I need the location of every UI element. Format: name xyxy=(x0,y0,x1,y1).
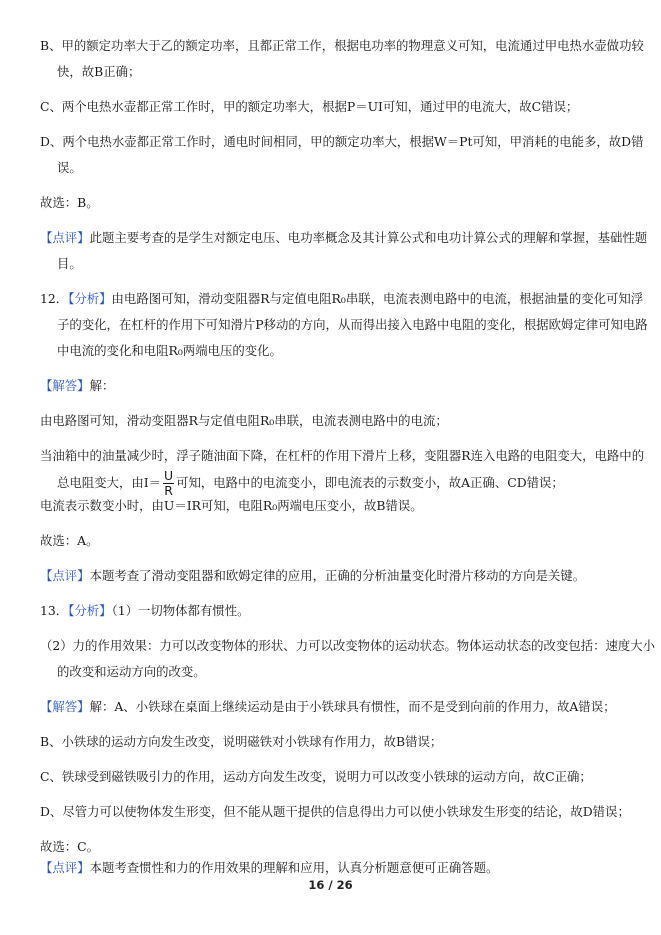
analysis-tag: 【分析】 xyxy=(68,291,112,306)
q13-analysis-line-1 xyxy=(40,601,625,621)
option-b-line-2: 快，故B正确； xyxy=(57,64,141,79)
q13-solution-line-2: B、小铁球的运动方向发生改变，说明磁铁对小铁球有作用力，故B错误； xyxy=(40,734,443,749)
q12-solution-line-1: 由电路图可知，滑动变阻器R与定值电阻R₀串联，电流表测电路中的电流； xyxy=(40,413,448,428)
fraction-denominator: R xyxy=(164,483,173,498)
solution-text: 解：A、小铁球在桌面上继续运动是由于小铁球具有惯性，而不是受到向前的作用力，故A错误； xyxy=(89,699,616,714)
answer-a: 故选：A。 xyxy=(40,533,99,548)
comment-1-line-1 xyxy=(40,228,648,248)
formula-prefix: 总电阻变大，由I＝ xyxy=(57,475,162,490)
q13-solution-line-3: C、铁球受到磁铁吸引力的作用，运动方向发生改变，说明力可以改变小铁球的运动方向，故C正确； xyxy=(40,769,592,784)
analysis-text: 由电路图可知，滑动变阻器R与定值电阻R₀串联，电流表测电路中的电流，根据油量的变化可知浮 xyxy=(111,291,644,306)
q13-analysis-line-2: （2）力的作用效果：力可以改变物体的形状、力可以改变物体的运动状态。物体运动状态的改变包括：速度大小 xyxy=(40,638,656,653)
q12-solution-header xyxy=(40,376,625,396)
formula-suffix: 可知，电路中的电流变小，即电流表的示数变小，故A正确、CD错误； xyxy=(176,475,564,490)
comment-text: 此题主要考查的是学生对额定电压、电功率概念及其计算公式和电功计算公式的理解和掌握，基础性题 xyxy=(89,230,648,245)
fraction-numerator: U xyxy=(164,468,174,483)
option-d-line-1: D、两个电热水壶都正常工作时，通电时间相同，甲的额定功率大，根据W＝Pt可知，甲消耗的电能多，故D错 xyxy=(40,134,644,149)
question-number: 13． xyxy=(40,603,69,618)
comment-1-line-2: 目。 xyxy=(57,256,82,271)
question-number: 12． xyxy=(40,291,69,306)
q12-solution-line-2: 当油箱中的油量减少时，浮子随油面下降，在杠杆的作用下滑片上移，变阻器R连入电路的电阻变大，电路中的 xyxy=(40,448,645,463)
solution-tag: 【解答】 xyxy=(40,699,90,714)
q12-solution-line-4: 电流表示数变小时，由U＝IR可知，电阻R₀两端电压变小，故B错误。 xyxy=(40,498,423,513)
comment-tag: 【点评】 xyxy=(40,568,90,583)
option-b-line-1: B、甲的额定功率大于乙的额定功率，且都正常工作，根据电功率的物理意义可知，电流通过甲电热水壶做功较 xyxy=(40,38,644,53)
q13-analysis-line-3: 的改变和运动方向的改变。 xyxy=(57,664,206,679)
q13-solution-line-4: D、尽管力可以使物体发生形变，但不能从题干提供的信息得出力可以使小铁球发生形变的结论，故D错误； xyxy=(40,804,630,819)
ohm-fraction xyxy=(163,469,174,498)
solution-tag: 【解答】 xyxy=(40,378,90,393)
comment-text: 本题考查惯性和力的作用效果的理解和应用，认真分析题意便可正确答题。 xyxy=(89,860,499,875)
comment-3-line xyxy=(40,858,625,878)
analysis-text: （1）一切物体都有惯性。 xyxy=(111,603,250,618)
q12-analysis-line-2: 子的变化，在杠杆的作用下可知滑片P移动的方向，从而得出接入电路中电阻的变化，根据欧姆定律可知电路 xyxy=(57,317,648,332)
option-c-line: C、两个电热水壶都正常工作时，甲的额定功率大，根据P＝UI可知，通过甲的电流大，故C错误； xyxy=(40,99,579,114)
analysis-tag: 【分析】 xyxy=(68,603,112,618)
answer-c: 故选：C。 xyxy=(40,839,100,854)
option-d-line-2: 误。 xyxy=(57,160,82,175)
comment-tag: 【点评】 xyxy=(40,860,90,875)
q13-solution-line-1 xyxy=(40,697,625,717)
q12-analysis-line-3: 中电流的变化和电阻R₀两端电压的变化。 xyxy=(57,343,282,358)
comment-2-line xyxy=(40,566,625,586)
comment-text: 本题考查了滑动变阻器和欧姆定律的应用，正确的分析油量变化时滑片移动的方向是关键。 xyxy=(89,568,586,583)
page-number: 16 / 26 xyxy=(308,878,353,892)
q12-solution-line-3 xyxy=(57,466,564,500)
solution-text: 解： xyxy=(89,378,115,393)
q12-analysis-line-1 xyxy=(40,289,644,309)
answer-b: 故选：B。 xyxy=(40,195,99,210)
comment-tag: 【点评】 xyxy=(40,230,90,245)
